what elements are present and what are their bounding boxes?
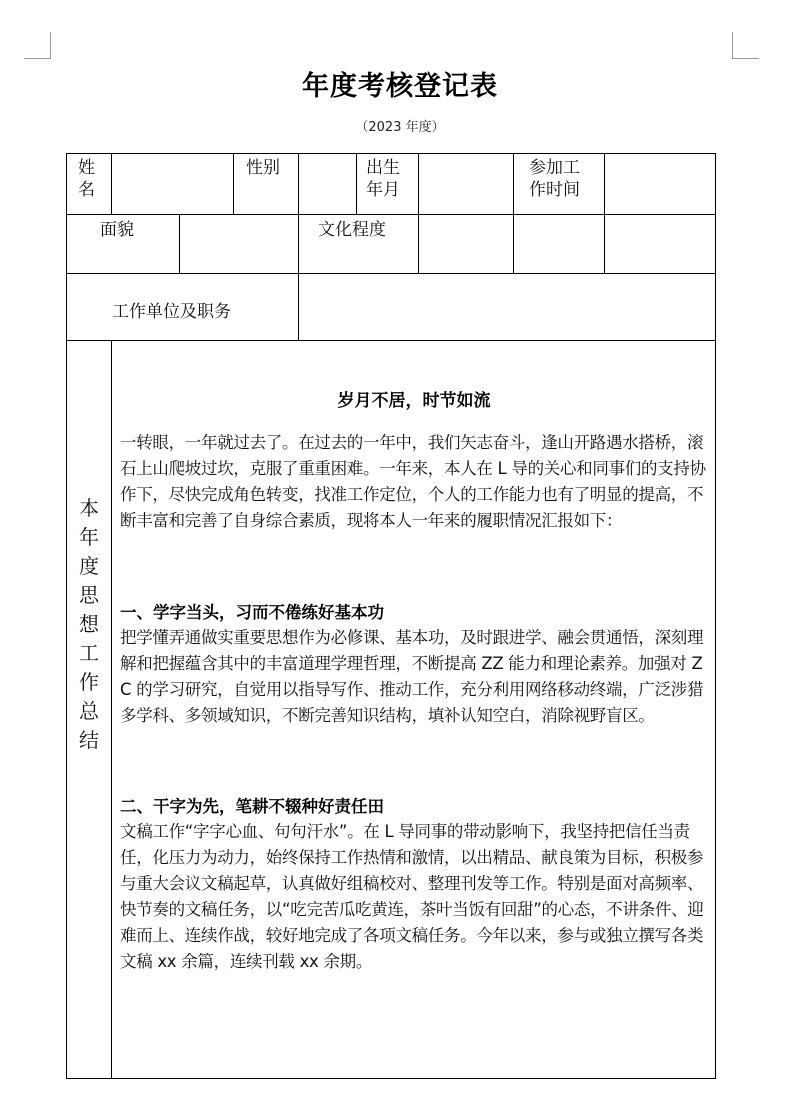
summary-title: 岁月不居，时节如流 [337,391,491,411]
table-border-right [715,153,716,1079]
table-col-divider [111,153,112,214]
table-col-divider [298,273,299,340]
table-col-divider [356,153,357,214]
table-col-divider [604,153,605,214]
unit-position-label: 工作单位及职务 [112,302,231,322]
table-row-divider [66,273,716,274]
annual-summary-label: 本 年 度 思 想 工 作 总 结 [79,496,99,752]
table-col-divider [298,153,299,214]
table-col-divider [418,153,419,214]
section1-paragraph: 把学懂弄通做实重要思想作为必修课、基本功，及时跟进学、融会贯通悟，深刻理解和把握蕴含其中的丰富道理学理哲理，不断提高 ZZ 能力和理论素养。加强对 ZC 的学习研究，自觉用以指导写作、推动工作，充分利用网络移动终端，广泛涉猎多学科、多领域知识，不断完善知识结构，填补认知空白，消除视野盲区。 [120,628,704,725]
table-row-divider [66,214,716,215]
section1-heading: 一、学字当头，习而不倦练好基本功 [120,603,384,622]
table-col-divider [298,214,299,273]
year-note: （2023 年度） [355,120,445,135]
table-border-bottom [66,1078,716,1079]
name-label: 姓 名 [78,158,95,200]
gender-label: 性别 [246,158,280,178]
table-col-divider [233,153,234,214]
political-appearance-label: 面貌 [100,220,134,240]
table-col-divider [604,214,605,273]
table-border-top [66,153,716,154]
document-title: 年度考核登记表 [302,71,498,102]
table-col-divider [111,340,112,1078]
section2-paragraph: 文稿工作“字字心血、句句汗水”。在 L 导同事的带动影响下，我坚持把信任当责任，化压力为动力，始终保持工作热情和激情，以出精品、献良策为目标，积极参与重大会议文稿起草，认真做好组稿校对、整理刊发等工作。特别是面对高频率、快节奏的文稿任务，以“吃完苦瓜吃黄连，茶叶当饭有回甜”的心态，不讲条件、迎难而上、连续作战，较好地完成了各项文稿任务。今年以来，参与或独立撰写各类文稿 xx 余篇，连续刊载 xx 余期。 [120,822,704,971]
table-row-divider [66,340,716,341]
education-label: 文化程度 [318,220,386,240]
summary-intro-paragraph: 一转眼，一年就过去了。在过去的一年中，我们矢志奋斗，逢山开路遇水搭桥，滚石上山爬坡过坎，克服了重重困难。一年来，本人在 L 导的关心和同事们的支持协作下，尽快完成角色转变，找准工作定位，个人的工作能力也有了明显的提高，不断丰富和完善了自身综合素质，现将本人一年来的履职情况汇报如下： [120,433,706,530]
table-col-divider [513,214,514,273]
section2-heading: 二、干字为先，笔耕不辍种好责任田 [120,797,384,816]
birth-date-label: 出生 年月 [366,158,400,200]
table-col-divider [179,214,180,273]
work-start-label: 参加工 作时间 [529,158,580,200]
table-col-divider [418,214,419,273]
table-border-left [66,153,67,1079]
table-col-divider [513,153,514,214]
